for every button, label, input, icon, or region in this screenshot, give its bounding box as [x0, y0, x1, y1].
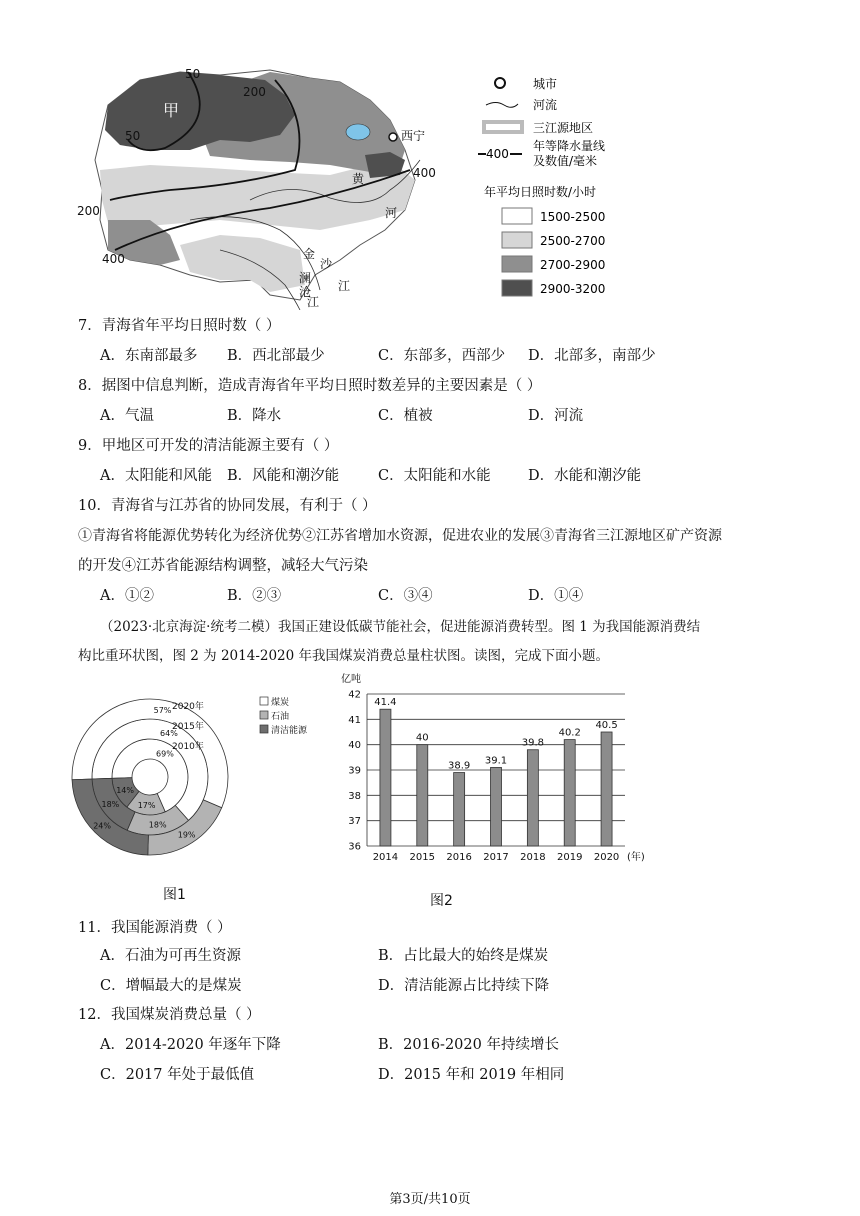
donut-label-coal-2010: 69% — [156, 749, 174, 759]
label-jiang1: 江 — [338, 279, 351, 293]
donut-label-coal-2020: 57% — [153, 706, 172, 716]
donut-label-oil-2015: 18% — [148, 820, 167, 830]
fig2-xtick-2019: 2019 — [556, 852, 583, 863]
label-he: 河 — [385, 206, 398, 220]
label-jin: 金 — [303, 247, 316, 261]
fig2-ytick-42: 42 — [348, 689, 361, 701]
label-400-left: 400 — [102, 252, 125, 266]
donut-year-label-2020: 2020年 — [172, 702, 204, 712]
donut-label-oil-2020: 19% — [177, 830, 196, 840]
fig1-legend-swatch-coal — [260, 697, 268, 705]
fig2-ytick-38: 38 — [348, 790, 361, 802]
fig2-ytick-36: 36 — [348, 841, 361, 853]
label-200-left: 200 — [77, 204, 100, 218]
fig2-ytick-41: 41 — [348, 714, 361, 726]
fig2-ytick-37: 37 — [348, 816, 361, 828]
fig2-xtick-2014: 2014 — [372, 852, 399, 863]
fig2-bar-2019 — [564, 740, 575, 846]
legend-isohyet-line1: 年等降水量线 — [533, 139, 606, 153]
intro-line1: （2023·北京海淀·统考二模）我国正建设低碳节能社会，促进能源消费转型。图 1 为我国能源消费结 — [100, 619, 701, 635]
q9-option-c[interactable]: C．太阳能和水能 — [378, 468, 491, 484]
label-jiang2: 江 — [307, 295, 320, 309]
q11-option-d[interactable]: D．清洁能源占比持续下降 — [378, 978, 550, 994]
q8-option-d[interactable]: D．河流 — [528, 408, 584, 424]
label-50-left: 50 — [125, 129, 141, 143]
fig2-unit-label: 亿吨 — [341, 674, 361, 685]
q11-option-c[interactable]: C．增幅最大的是煤炭 — [100, 978, 242, 994]
fig2-bar-2020 — [601, 732, 612, 846]
xining-city-icon — [389, 133, 397, 141]
fig1-legend-label-clean: 清洁能源 — [271, 726, 308, 736]
fig2-xtick-2020: 2020 — [593, 852, 620, 863]
fig2-ytick-40: 40 — [348, 740, 361, 752]
legend-river-label: 河流 — [533, 98, 558, 112]
q7-option-c[interactable]: C．东部多，西部少 — [378, 348, 506, 364]
fig2-ytick-39: 39 — [348, 765, 361, 777]
q12-option-a[interactable]: A．2014-2020 年逐年下降 — [100, 1037, 281, 1053]
legend-river-icon — [486, 103, 518, 108]
fig1-legend-swatch-oil — [260, 711, 268, 719]
q10-option-a[interactable]: A．①② — [100, 588, 154, 604]
q8-option-b[interactable]: B．降水 — [227, 408, 282, 424]
donut-year-label-2015: 2015年 — [172, 722, 204, 732]
q11-stem: 11．我国能源消费（ ） — [78, 920, 232, 936]
label-jia: 甲 — [163, 101, 180, 120]
fig1-caption: 图1 — [163, 887, 186, 903]
legend-swatch-2 — [502, 232, 532, 248]
q8-option-a[interactable]: A．气温 — [100, 408, 154, 424]
fig2-xtick-2017: 2017 — [483, 852, 509, 863]
fig2-bar-2014 — [380, 709, 391, 846]
q7-option-a[interactable]: A．东南部最多 — [100, 348, 198, 364]
q8-stem: 8．据图中信息判断，造成青海省年平均日照时数差异的主要因素是（ ） — [78, 378, 542, 394]
legend-city-label: 城市 — [533, 77, 558, 91]
label-sha: 沙 — [320, 257, 333, 271]
donut-label-coal-2015: 64% — [160, 728, 178, 738]
fig2-caption: 图2 — [430, 893, 453, 909]
fig2-xtick-2015: 2015 — [409, 852, 436, 863]
label-50-top: 50 — [185, 67, 201, 81]
q7-stem: 7．青海省年平均日照时数（ ） — [78, 318, 281, 334]
label-200-top: 200 — [243, 85, 266, 99]
fig2-value-label-2015: 40 — [415, 732, 429, 744]
legend-class-1: 1500-2500 — [540, 210, 606, 224]
legend-swatch-1 — [502, 208, 532, 224]
legend-isohyet-sample: 400 — [486, 147, 509, 161]
q10-option-b[interactable]: B．②③ — [227, 588, 282, 604]
q12-option-c[interactable]: C．2017 年处于最低值 — [100, 1067, 255, 1083]
donut-year-label-2010: 2010年 — [172, 742, 204, 752]
label-400-right: 400 — [413, 166, 436, 180]
fig1-legend-label-oil: 石油 — [271, 712, 290, 722]
q10-option-d[interactable]: D．①④ — [528, 588, 584, 604]
q9-option-d[interactable]: D．水能和潮汐能 — [528, 468, 642, 484]
donut-label-oil-2010: 17% — [137, 800, 156, 810]
legend-sanjiangyuan-label: 三江源地区 — [533, 121, 594, 135]
fig2-value-label-2020: 40.5 — [595, 720, 618, 731]
fig2-bar-2017 — [491, 767, 502, 846]
fig2-value-label-2014: 41.4 — [374, 697, 397, 709]
map-legend — [478, 72, 648, 300]
q10-option-c[interactable]: C．③④ — [378, 588, 433, 604]
q7-option-d[interactable]: D．北部多，南部少 — [528, 348, 656, 364]
fig2-bar-2016 — [454, 773, 465, 846]
fig2-xtick-2018: 2018 — [520, 852, 546, 863]
fig1-legend-swatch-clean — [260, 725, 268, 733]
fig2-bar-chart — [325, 670, 645, 870]
legend-swatch-3 — [502, 256, 532, 272]
donut-label-clean-2020: 24% — [93, 821, 111, 831]
q8-option-c[interactable]: C．植被 — [378, 408, 433, 424]
donut-label-clean-2015: 18% — [101, 800, 120, 810]
fig2-bar-2018 — [527, 750, 538, 846]
fig2-bar-2015 — [417, 745, 428, 846]
intro-line2: 构比重环状图，图 2 为 2014-2020 年我国煤炭消费总量柱状图。读图，完成下面小题。 — [78, 648, 610, 664]
label-lan: 澜 — [299, 271, 312, 285]
legend-class-4: 2900-3200 — [540, 282, 606, 296]
label-xining: 西宁 — [401, 129, 426, 143]
fig2-value-label-2018: 39.8 — [521, 737, 544, 749]
q7-option-b[interactable]: B．西北部最少 — [227, 348, 325, 364]
fig1-legend-label-coal: 煤炭 — [271, 698, 290, 708]
donut-label-clean-2010: 14% — [116, 785, 134, 795]
legend-sunshine-title: 年平均日照时数/小时 — [484, 185, 597, 199]
fig2-value-label-2016: 38.9 — [448, 760, 471, 772]
label-cang: 沧 — [299, 285, 312, 299]
fig1-nested-donut-chart — [70, 682, 330, 872]
fig2-xtick-2016: 2016 — [446, 852, 472, 863]
legend-isohyet-line2: 及数值/毫米 — [533, 154, 598, 168]
legend-class-2: 2500-2700 — [540, 234, 606, 248]
fig2-value-label-2019: 40.2 — [558, 727, 581, 739]
q12-stem: 12．我国煤炭消费总量（ ） — [78, 1007, 261, 1023]
q10-statements-line1: ①青海省将能源优势转化为经济优势②江苏省增加水资源，促进农业的发展③青海省三江源地区矿产资源 — [78, 528, 722, 544]
q10-stem: 10．青海省与江苏省的协同发展，有利于（ ） — [78, 498, 377, 514]
q11-option-b[interactable]: B．占比最大的始终是煤炭 — [378, 948, 549, 964]
legend-sanjiangyuan-icon — [484, 122, 522, 132]
legend-swatch-4 — [502, 280, 532, 296]
q12-option-d[interactable]: D．2015 年和 2019 年相同 — [378, 1067, 565, 1083]
q12-option-b[interactable]: B．2016-2020 年持续增长 — [378, 1037, 559, 1053]
q11-option-a[interactable]: A．石油为可再生资源 — [100, 948, 241, 964]
fig2-x-unit: (年) — [627, 852, 645, 863]
q10-statements-line2: 的开发④江苏省能源结构调整，减轻大气污染 — [78, 558, 368, 574]
page-number: 第3页/共10页 — [389, 1192, 471, 1207]
qinghai-lake — [346, 124, 370, 140]
legend-class-3: 2700-2900 — [540, 258, 606, 272]
q9-option-b[interactable]: B．风能和潮汐能 — [227, 468, 340, 484]
legend-city-icon — [495, 78, 505, 88]
q9-option-a[interactable]: A．太阳能和风能 — [100, 468, 212, 484]
fig2-value-label-2017: 39.1 — [484, 755, 508, 767]
label-huang: 黄 — [352, 172, 365, 186]
q9-stem: 9．甲地区可开发的清洁能源主要有（ ） — [78, 438, 339, 454]
